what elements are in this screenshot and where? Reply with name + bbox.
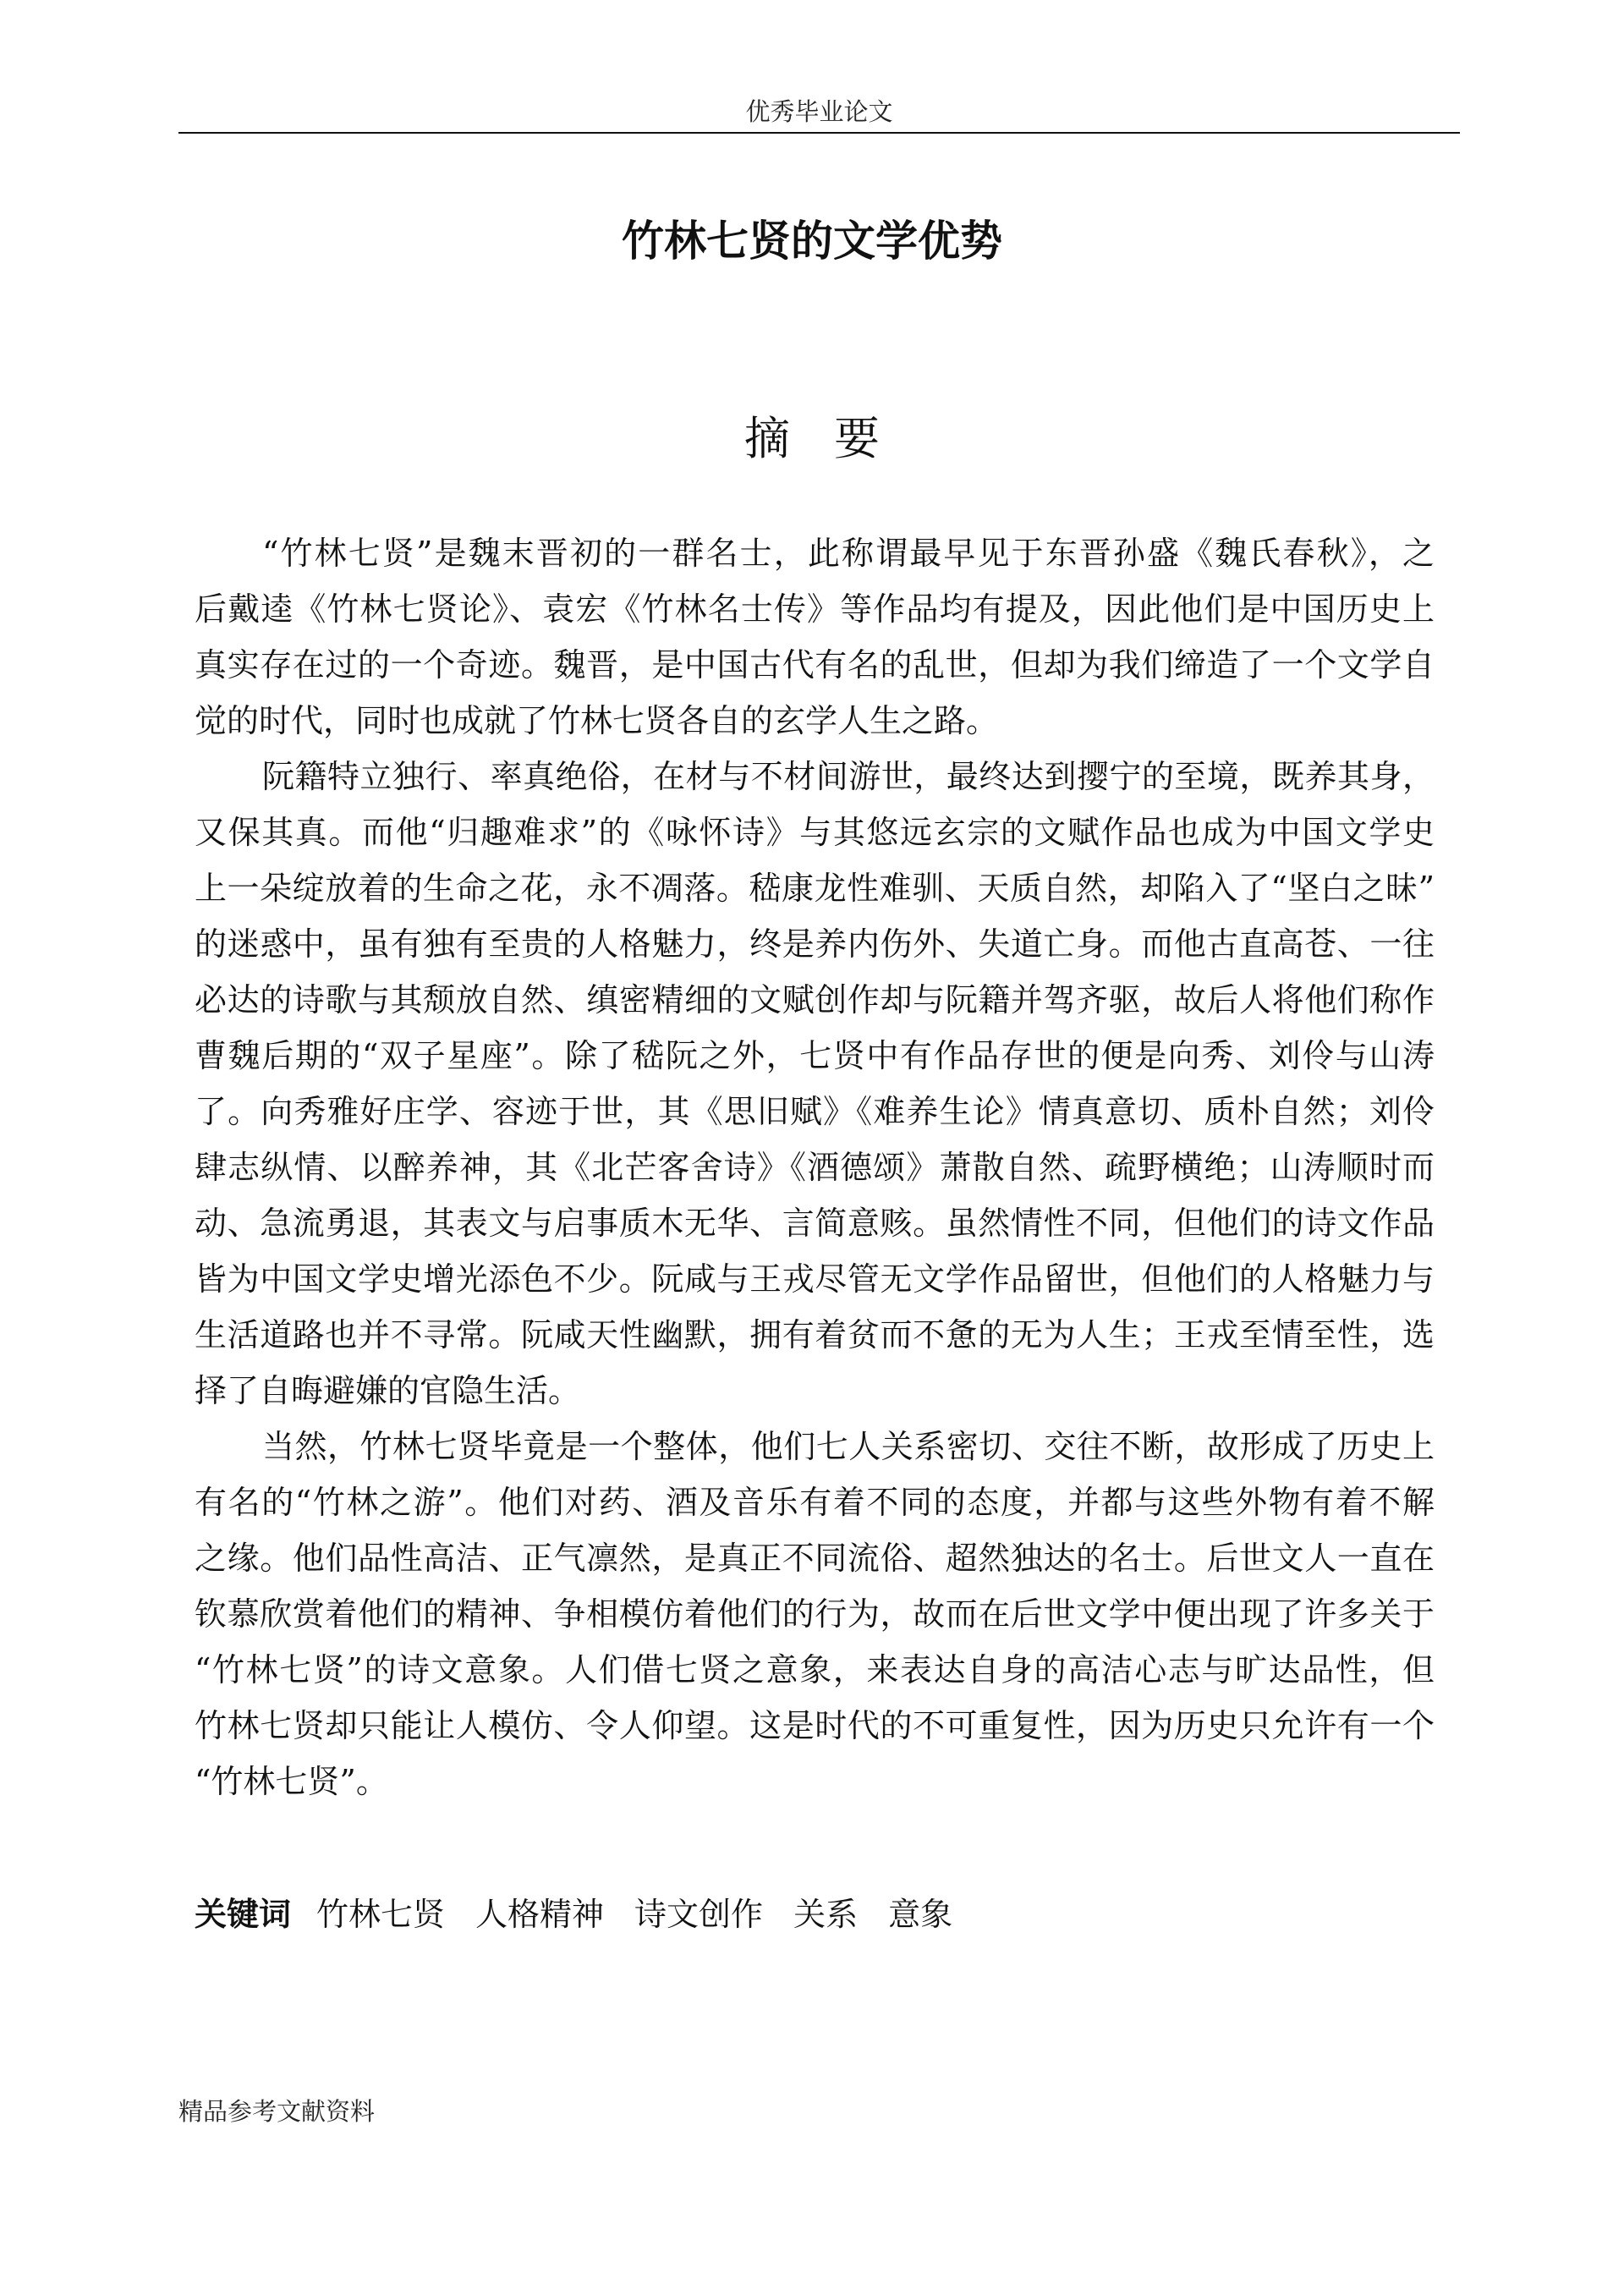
text-line: 择了自晦避嫌的官隐生活。	[195, 1372, 581, 1409]
keyword: 诗文创作	[634, 1896, 764, 1933]
abstract-heading	[0, 411, 1624, 467]
text-line: 后戴逵《竹林七贤论》、袁宏《竹林名士传》等作品均有提及，因此他们是中国历史上	[195, 590, 1435, 628]
text-line: 动、急流勇退，其表文与启事质木无华、言简意赅。虽然情性不同，但他们的诗文作品	[195, 1205, 1435, 1242]
abstract-body	[195, 525, 1435, 1809]
text-line: “竹林七贤”。	[195, 1763, 388, 1800]
keyword: 竹林七贤	[316, 1896, 446, 1933]
keyword: 关系	[793, 1896, 859, 1933]
text-line: 生活道路也并不寻常。阮咸天性幽默，拥有着贫而不惫的无为人生；王戎至情至性，选	[195, 1316, 1435, 1353]
text-line: 钦慕欣赏着他们的精神、争相模仿着他们的行为，故而在后世文学中便出现了许多关于	[195, 1595, 1435, 1633]
text-line: 阮籍特立独行、率真绝俗，在材与不材间游世，最终达到撄宁的至境，既养其身，	[262, 758, 1435, 795]
text-line: 觉的时代，同时也成就了竹林七贤各自的玄学人生之路。	[195, 702, 999, 739]
paragraph	[195, 1419, 1435, 1809]
text-line: 肆志纵情、以醉养神，其《北芒客舍诗》《酒德颂》萧散自然、疏野横绝；山涛顺时而	[195, 1149, 1435, 1186]
text-line: 皆为中国文学史增光添色不少。阮咸与王戎尽管无文学作品留世，但他们的人格魅力与	[195, 1260, 1435, 1298]
page-footer: 精品参考文献资料	[178, 2097, 376, 2126]
text-line: 真实存在过的一个奇迹。魏晋，是中国古代有名的乱世，但却为我们缔造了一个文学自	[195, 646, 1435, 684]
keyword: 意象	[888, 1896, 953, 1933]
header-rule	[178, 132, 1460, 134]
text-line: 的迷惑中，虽有独有至贵的人格魅力，终是养内伤外、失道亡身。而他古直高苍、一往	[195, 925, 1435, 963]
abstract-heading-char: 要	[834, 412, 880, 465]
keywords-label: 关键词	[195, 1896, 292, 1933]
text-line: “竹林七贤”的诗文意象。人们借七贤之意象，来表达自身的高洁心志与旷达品性，但	[195, 1651, 1435, 1688]
keyword: 人格精神	[475, 1896, 605, 1933]
paragraph	[195, 749, 1435, 1419]
text-line: 上一朵绽放着的生命之花，永不凋落。嵇康龙性难驯、天质自然，却陷入了“坚白之昧”	[195, 870, 1435, 907]
text-line: 又保其真。而他“归趣难求”的《咏怀诗》与其悠远玄宗的文赋作品也成为中国文学史	[195, 814, 1435, 851]
text-line: 当然，竹林七贤毕竟是一个整体，他们七人关系密切、交往不断，故形成了历史上	[262, 1428, 1435, 1465]
abstract-heading-char: 摘	[744, 412, 790, 465]
text-line: 有名的“竹林之游”。他们对药、酒及音乐有着不同的态度，并都与这些外物有着不解	[195, 1484, 1435, 1521]
keywords	[195, 1886, 983, 1942]
text-line: “竹林七贤”是魏末晋初的一群名士，此称谓最早见于东晋孙盛《魏氏春秋》，之	[262, 535, 1435, 572]
document-title: 竹林七贤的文学优势	[622, 217, 1002, 266]
text-line: 了。向秀雅好庄学、容迹于世，其《思旧赋》《难养生论》情真意切、质朴自然；刘伶	[195, 1093, 1435, 1130]
paragraph	[195, 525, 1435, 749]
text-line: 之缘。他们品性高洁、正气凛然，是真正不同流俗、超然独达的名士。后世文人一直在	[195, 1540, 1435, 1577]
text-line: 必达的诗歌与其颓放自然、缜密精细的文赋创作却与阮籍并驾齐驱，故后人将他们称作	[195, 981, 1435, 1018]
page-header: 优秀毕业论文	[745, 97, 893, 126]
text-line: 曹魏后期的“双子星座”。除了嵇阮之外，七贤中有作品存世的便是向秀、刘伶与山涛	[195, 1037, 1435, 1074]
text-line: 竹林七贤却只能让人模仿、令人仰望。这是时代的不可重复性，因为历史只允许有一个	[195, 1707, 1435, 1744]
